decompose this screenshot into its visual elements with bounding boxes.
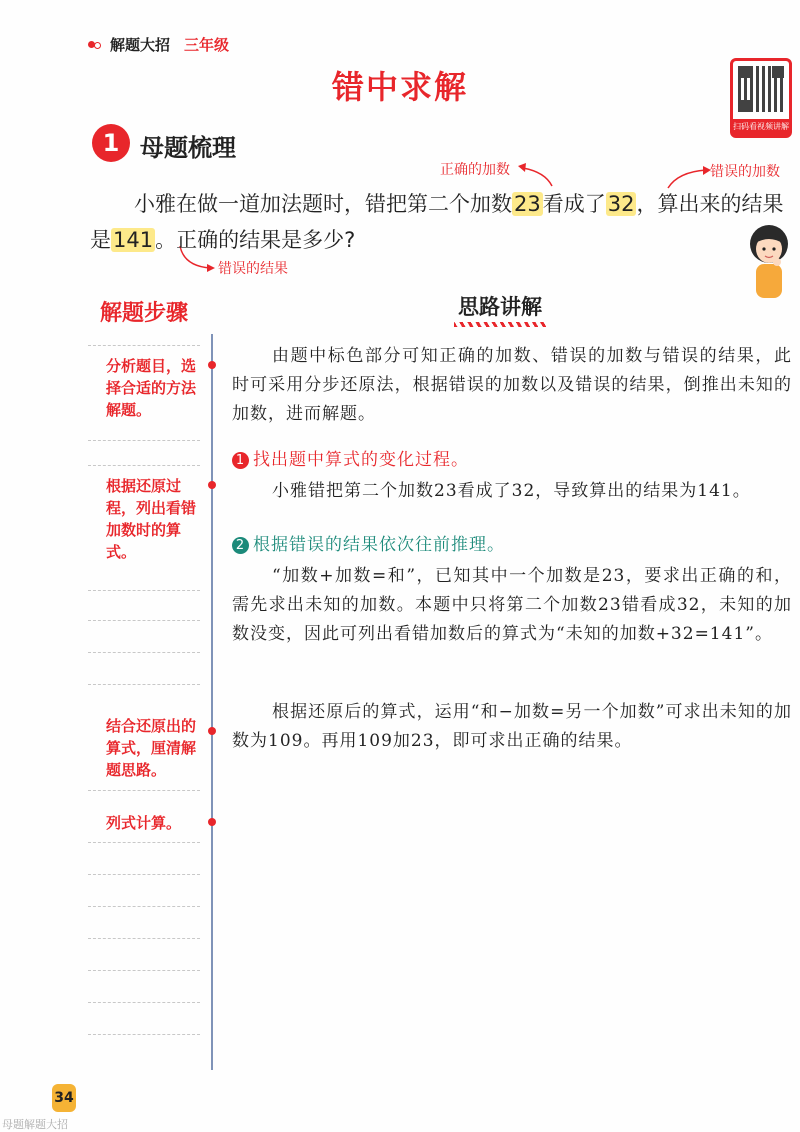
rule-line [88,1034,200,1035]
explain-heading-2: 2 根据错误的结果依次往前推理。 [232,531,792,560]
steps-title: 解题步骤 [100,301,189,326]
annotation-wrong-addend: 错误的加数 [710,164,780,180]
rule-line [88,590,200,591]
arrow-head-wrong-addend [703,166,711,175]
timeline-point [208,361,216,369]
timeline-point [208,481,216,489]
explain-paragraph-1: 由题中标色部分可知正确的加数、错误的加数与错误的结果，此时可采用分步还原法，根据错误的加数以及错误的结果，倒推出未知的加数，进而解题。 [232,346,792,424]
arrow-correct-addend [523,168,552,186]
step-2: 根据还原过程，列出看错加数时的算式。 [106,477,197,561]
timeline-point [208,727,216,735]
problem-text: 小雅在做一道加法题时，错把第二个加数23看成了32，算出来的结果是141。正确的结果是多少? [90,192,784,252]
rule-line [88,938,200,939]
timeline-point [208,818,216,826]
rule-line [88,652,200,653]
series-name: 解题大招 [110,36,171,54]
rule-line [88,906,200,907]
highlight-wrong-result: 141 [113,228,154,252]
highlight-wrong-addend: 32 [607,192,635,216]
qr-label: 扫码看视频讲解 [733,119,789,135]
heading-1-number: 1 [232,452,249,469]
timeline-line [211,334,213,1070]
page-number: 34 [52,1084,76,1112]
rule-line [88,465,200,466]
annotation-correct-addend: 正确的加数 [440,162,510,178]
step-4: 列式计算。 [106,814,182,832]
rule-line [88,842,200,843]
explain-paragraph-3: “加数+加数=和”，已知其中一个加数是23，要求出正确的和，需先求出未知的加数。本题中只将第二个加数23错看成32，未知的加数没变，因此可列出看错加数后的算式为“未知的加数+32=141”。 [232,566,792,644]
rule-line [88,1002,200,1003]
rule-line [88,790,200,791]
girl-illustration-icon [744,222,794,302]
heading-2-number: 2 [232,537,249,554]
rule-line [88,440,200,441]
arrow-head-correct-addend [518,163,526,172]
step-3: 结合还原出的算式，厘清解题思路。 [106,717,197,779]
annotation-wrong-result: 错误的结果 [218,261,288,277]
rule-line [88,970,200,971]
highlight-correct-addend: 23 [514,192,541,216]
section-title: 母题梳理 [140,134,236,162]
think-title: 思路讲解 [458,291,542,321]
explain-heading-1: 1 找出题中算式的变化过程。 [232,446,792,475]
rule-line [88,874,200,875]
step-1: 分析题目，选择合适的方法解题。 [106,357,197,419]
page-title: 错中求解 [331,68,468,106]
section-number-badge: 1 [92,124,130,162]
watermark: 母题解题大招 [2,1118,68,1131]
rule-line [88,620,200,621]
grade-label: 三年级 [184,36,230,54]
rule-line [88,345,200,346]
explain-paragraph-2: 小雅错把第二个加数23看成了32，导致算出的结果为141。 [272,481,751,501]
explain-paragraph-4: 根据还原后的算式，运用“和−加数=另一个加数”可求出未知的加数为109。再用109加23，即可求出正确的结果。 [232,702,792,751]
arrow-head-wrong-result [207,264,215,272]
rule-line [88,684,200,685]
